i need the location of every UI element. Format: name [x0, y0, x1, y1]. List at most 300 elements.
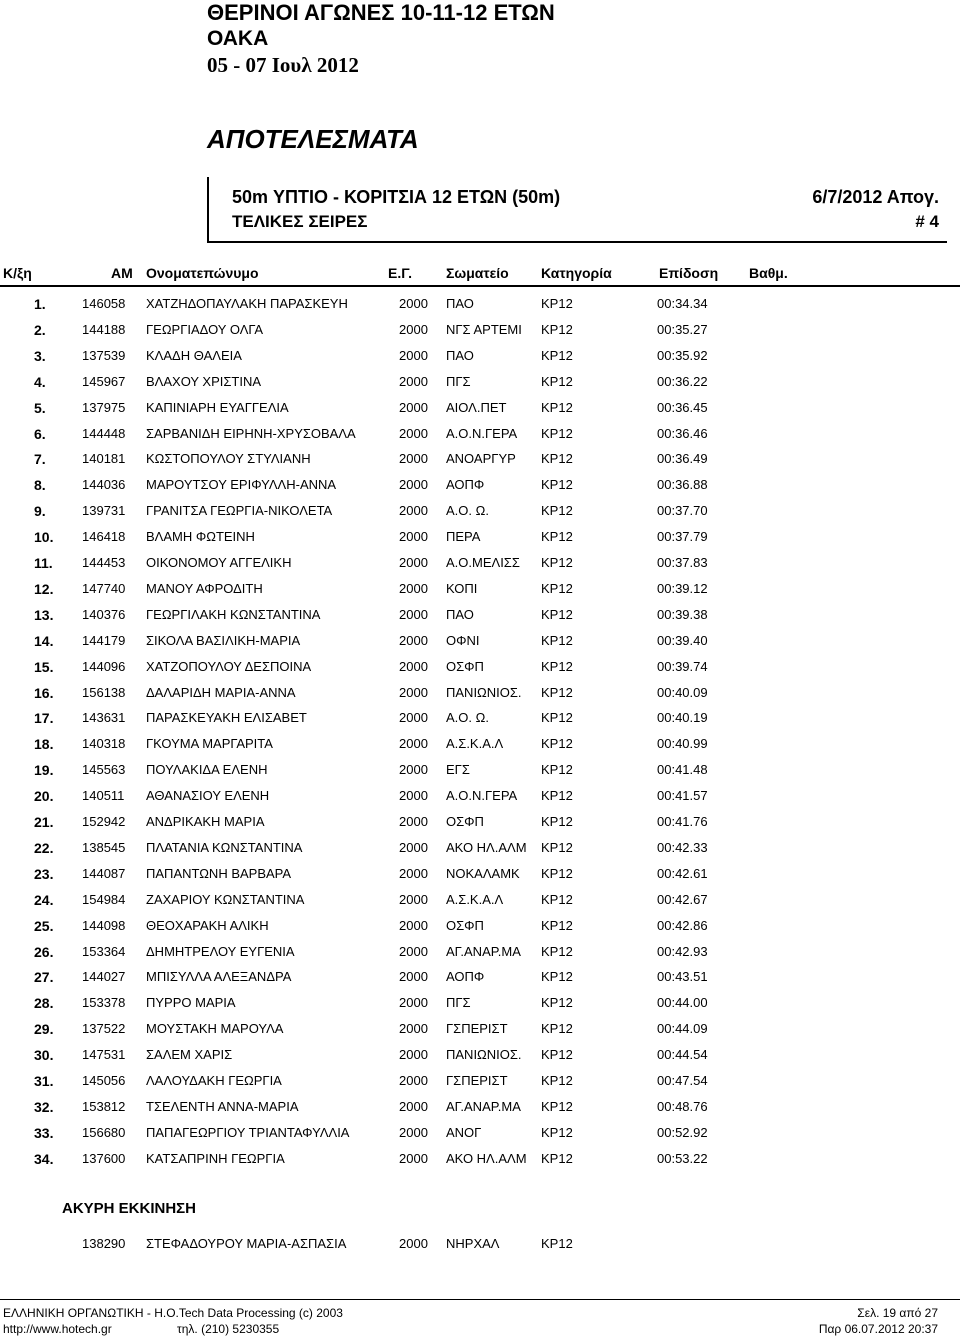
rank-cell: 6. — [34, 425, 46, 442]
club-cell: ΚΟΠΙ — [446, 580, 478, 596]
rank-cell: 31. — [34, 1073, 54, 1089]
name-cell: ΠΥΡΡΟ ΜΑΡΙΑ — [146, 995, 236, 1011]
am-cell: 144179 — [82, 632, 126, 648]
category-cell: ΚΡ12 — [541, 1124, 573, 1140]
name-cell: ΤΣΕΛΕΝΤΗ ΑΝΝΑ-ΜΑΡΙΑ — [146, 1098, 299, 1114]
table-row — [0, 322, 960, 348]
club-cell: ΓΣΠΕΡΙΣΤ — [446, 1021, 508, 1037]
rank-cell: 3. — [34, 347, 46, 364]
table-row — [0, 710, 960, 736]
category-cell: ΚΡ12 — [541, 943, 573, 959]
table-row — [0, 426, 960, 452]
am-cell: 140318 — [82, 736, 126, 752]
name-cell: ΔΑΛΑΡΙΔΗ ΜΑΡΙΑ-ΑΝΝΑ — [146, 684, 296, 700]
year-cell: 2000 — [399, 969, 428, 985]
rank-cell: 34. — [34, 1150, 54, 1167]
table-row — [0, 944, 960, 970]
time-cell: 00:44.00 — [657, 995, 708, 1011]
category-cell: ΚΡ12 — [541, 1073, 573, 1088]
club-cell: Α.Ο.Ν.ΓΕΡΑ — [446, 788, 518, 804]
club-cell: ΑΚΟ ΗΛ.ΑΛΜ — [446, 839, 527, 855]
rank-cell: 7. — [34, 451, 46, 468]
disqualified-title: ΑΚΥΡΗ ΕΚΚΙΝΗΣΗ — [62, 1200, 197, 1217]
category-cell: ΚΡ12 — [541, 1098, 573, 1114]
am-cell: 137600 — [82, 1150, 126, 1166]
am-cell: 147531 — [82, 1047, 126, 1063]
rank-cell: 4. — [34, 373, 46, 390]
time-cell: 00:43.51 — [657, 969, 708, 985]
rank-cell: 26. — [34, 943, 54, 960]
am-cell: 138290 — [82, 1236, 126, 1251]
am-cell: 144036 — [82, 477, 126, 493]
name-cell: ΖΑΧΑΡΙΟΥ ΚΩΝΣΤΑΝΤΙΝΑ — [146, 891, 305, 907]
am-cell: 137539 — [82, 347, 126, 363]
club-cell: ΝΗΡΧΑΛ — [446, 1236, 500, 1251]
rank-cell: 8. — [34, 477, 46, 494]
name-cell: ΣΤΕΦΑΔΟΥΡΟΥ ΜΑΡΙΑ-ΑΣΠΑΣΙΑ — [146, 1236, 347, 1251]
footer-phone: τηλ. (210) 5230355 — [177, 1322, 280, 1336]
results-title: ΑΠΟΤΕΛΕΣΜΑΤΑ — [207, 124, 419, 154]
header-rule — [0, 285, 960, 287]
year-cell: 2000 — [399, 373, 428, 389]
category-cell: ΚΡ12 — [541, 632, 573, 648]
rank-cell: 12. — [34, 580, 54, 597]
event-heat: # 4 — [915, 212, 939, 231]
am-cell: 145056 — [82, 1073, 126, 1088]
year-cell: 2000 — [399, 399, 428, 415]
year-cell: 2000 — [399, 1236, 428, 1251]
event-box — [207, 177, 947, 243]
competition-dates: 05 - 07 Ιουλ 2012 — [207, 53, 359, 77]
rank-cell: 27. — [34, 969, 54, 986]
year-cell: 2000 — [399, 710, 428, 726]
am-cell: 144448 — [82, 425, 126, 441]
year-cell: 2000 — [399, 788, 428, 804]
time-cell: 00:41.57 — [657, 788, 708, 804]
name-cell: ΚΛΑΔΗ ΘΑΛΕΙΑ — [146, 347, 242, 363]
table-row — [0, 529, 960, 555]
rank-cell: 33. — [34, 1124, 54, 1141]
name-cell: ΣΑΡΒΑΝΙΔΗ ΕΙΡΗΝΗ-ΧΡΥΣΟΒΑΛΑ — [146, 425, 356, 441]
am-cell: 153364 — [82, 943, 126, 959]
time-cell: 00:36.22 — [657, 373, 708, 389]
name-cell: ΑΝΔΡΙΚΑΚΗ ΜΑΡΙΑ — [146, 814, 265, 829]
time-cell: 00:40.99 — [657, 736, 708, 752]
rank-cell: 29. — [34, 1021, 54, 1038]
am-cell: 140376 — [82, 606, 126, 622]
table-row — [0, 788, 960, 814]
category-cell: ΚΡ12 — [541, 917, 573, 933]
club-cell: ΟΦΝΙ — [446, 632, 480, 648]
disqualified-row — [0, 1236, 960, 1262]
am-cell: 144087 — [82, 865, 126, 881]
table-row — [0, 581, 960, 607]
name-cell: ΠΟΥΛΑΚΙΔΑ ΕΛΕΝΗ — [146, 762, 268, 778]
club-cell: Α.Σ.Κ.Α.Λ — [446, 891, 504, 907]
category-cell: ΚΡ12 — [541, 710, 573, 726]
col-header-category: Κατηγορία — [541, 265, 612, 281]
am-cell: 144096 — [82, 658, 126, 674]
time-cell: 00:35.92 — [657, 347, 708, 363]
year-cell: 2000 — [399, 814, 428, 829]
club-cell: ΠΕΡΑ — [446, 529, 481, 545]
table-row — [0, 840, 960, 866]
category-cell: ΚΡ12 — [541, 425, 573, 441]
year-cell: 2000 — [399, 943, 428, 959]
am-cell: 144453 — [82, 555, 126, 570]
am-cell: 147740 — [82, 580, 126, 596]
time-cell: 00:53.22 — [657, 1150, 708, 1166]
category-cell: ΚΡ12 — [541, 296, 573, 311]
rank-cell: 28. — [34, 995, 54, 1012]
year-cell: 2000 — [399, 762, 428, 778]
club-cell: ΠΓΣ — [446, 995, 471, 1011]
name-cell: ΟΙΚΟΝΟΜΟΥ ΑΓΓΕΛΙΚΗ — [146, 555, 292, 570]
category-cell: ΚΡ12 — [541, 555, 573, 570]
table-row — [0, 296, 960, 322]
time-cell: 00:35.27 — [657, 321, 708, 337]
year-cell: 2000 — [399, 425, 428, 441]
footer-organizer: ΕΛΛΗΝΙΚΗ ΟΡΓΑΝΩΤΙΚΗ - Η.Ο.Tech Data Processing (c) 2003 — [3, 1306, 343, 1320]
table-row — [0, 685, 960, 711]
name-cell: ΚΩΣΤΟΠΟΥΛΟΥ ΣΤΥΛΙΑΝΗ — [146, 451, 311, 467]
time-cell: 00:44.54 — [657, 1047, 708, 1063]
name-cell: ΔΗΜΗΤΡΕΛΟΥ ΕΥΓΕΝΙΑ — [146, 943, 295, 959]
club-cell: ΑΚΟ ΗΛ.ΑΛΜ — [446, 1150, 527, 1166]
col-header-rank: Κ/ξη — [3, 265, 32, 281]
year-cell: 2000 — [399, 296, 428, 311]
time-cell: 00:37.79 — [657, 529, 708, 545]
table-row — [0, 451, 960, 477]
rank-cell: 14. — [34, 632, 54, 649]
footer-timestamp: Παρ 06.07.2012 20:37 — [818, 1322, 938, 1336]
time-cell: 00:42.61 — [657, 865, 708, 881]
year-cell: 2000 — [399, 580, 428, 596]
category-cell: ΚΡ12 — [541, 839, 573, 855]
name-cell: ΜΑΡΟΥΤΣΟΥ ΕΡΙΦΥΛΛΗ-ΑΝΝΑ — [146, 477, 337, 493]
category-cell: ΚΡ12 — [541, 995, 573, 1011]
table-row — [0, 1047, 960, 1073]
time-cell: 00:34.34 — [657, 296, 708, 311]
time-cell: 00:36.88 — [657, 477, 708, 493]
rank-cell: 9. — [34, 503, 46, 520]
year-cell: 2000 — [399, 736, 428, 752]
category-cell: ΚΡ12 — [541, 580, 573, 596]
name-cell: ΠΛΑΤΑΝΙΑ ΚΩΝΣΤΑΝΤΙΝΑ — [146, 839, 303, 855]
table-row — [0, 918, 960, 944]
year-cell: 2000 — [399, 917, 428, 933]
name-cell: ΜΑΝΟΥ ΑΦΡΟΔΙΤΗ — [146, 580, 263, 596]
time-cell: 00:41.76 — [657, 814, 708, 829]
time-cell: 00:48.76 — [657, 1098, 708, 1114]
table-row — [0, 1021, 960, 1047]
club-cell: Α.Ο. Ω. — [446, 710, 489, 726]
club-cell: ΠΑΟ — [446, 296, 474, 311]
club-cell: ΑΓ.ΑΝΑΡ.ΜΑ — [446, 943, 521, 959]
name-cell: ΧΑΤΖΟΠΟΥΛΟΥ ΔΕΣΠΟΙΝΑ — [146, 658, 312, 674]
name-cell: ΠΑΠΑΓΕΩΡΓΙΟΥ ΤΡΙΑΝΤΑΦΥΛΛΙΑ — [146, 1124, 350, 1140]
time-cell: 00:36.45 — [657, 399, 708, 415]
name-cell: ΚΑΠΙΝΙΑΡΗ ΕΥΑΓΓΕΛΙΑ — [146, 399, 289, 415]
year-cell: 2000 — [399, 477, 428, 493]
year-cell: 2000 — [399, 865, 428, 881]
col-header-am: ΑΜ — [111, 265, 133, 281]
rank-cell: 16. — [34, 684, 54, 701]
am-cell: 153812 — [82, 1098, 126, 1114]
category-cell: ΚΡ12 — [541, 1236, 573, 1251]
col-header-points: Βαθμ. — [749, 265, 788, 281]
am-cell: 145563 — [82, 762, 126, 778]
rank-cell: 24. — [34, 891, 54, 908]
time-cell: 00:36.49 — [657, 451, 708, 467]
name-cell: ΠΑΠΑΝΤΩΝΗ ΒΑΡΒΑΡΑ — [146, 865, 292, 881]
name-cell: ΓΚΟΥΜΑ ΜΑΡΓΑΡΙΤΑ — [146, 736, 273, 752]
time-cell: 00:40.19 — [657, 710, 708, 726]
club-cell: ΠΑΝΙΩΝΙΟΣ. — [446, 684, 522, 700]
club-cell: ΠΑΟ — [446, 606, 474, 622]
table-row — [0, 969, 960, 995]
am-cell: 140181 — [82, 451, 126, 467]
venue: ΟΑΚΑ — [207, 27, 269, 50]
am-cell: 153378 — [82, 995, 126, 1011]
am-cell: 156138 — [82, 684, 126, 700]
table-row — [0, 1151, 960, 1177]
rank-cell: 23. — [34, 865, 54, 882]
category-cell: ΚΡ12 — [541, 788, 573, 804]
rank-cell: 2. — [34, 321, 46, 338]
table-row — [0, 633, 960, 659]
year-cell: 2000 — [399, 1021, 428, 1037]
name-cell: ΘΕΟΧΑΡΑΚΗ ΑΛΙΚΗ — [146, 917, 269, 933]
year-cell: 2000 — [399, 1098, 428, 1114]
year-cell: 2000 — [399, 606, 428, 622]
am-cell: 144188 — [82, 321, 126, 337]
event-name: 50m ΥΠΤΙΟ - ΚΟΡΙΤΣΙΑ 12 ΕΤΩΝ (50m) — [232, 187, 561, 207]
rank-cell: 21. — [34, 814, 54, 830]
table-row — [0, 1099, 960, 1125]
name-cell: ΜΠΙΣΥΛΛΑ ΑΛΕΞΑΝΔΡΑ — [146, 969, 292, 985]
am-cell: 137522 — [82, 1021, 126, 1037]
category-cell: ΚΡ12 — [541, 347, 573, 363]
table-row — [0, 762, 960, 788]
rank-cell: 5. — [34, 399, 46, 416]
rank-cell: 25. — [34, 917, 54, 934]
time-cell: 00:37.70 — [657, 503, 708, 519]
year-cell: 2000 — [399, 1150, 428, 1166]
name-cell: ΓΡΑΝΙΤΣΑ ΓΕΩΡΓΙΑ-ΝΙΚΟΛΕΤΑ — [146, 503, 333, 519]
table-row — [0, 607, 960, 633]
time-cell: 00:36.46 — [657, 425, 708, 441]
col-header-time: Επίδοση — [659, 265, 719, 281]
time-cell: 00:44.09 — [657, 1021, 708, 1037]
table-row — [0, 736, 960, 762]
name-cell: ΣΑΛΕΜ ΧΑΡΙΣ — [146, 1047, 233, 1063]
table-row — [0, 477, 960, 503]
rank-cell: 22. — [34, 839, 54, 856]
am-cell: 156680 — [82, 1124, 126, 1140]
club-cell: ΠΑΝΙΩΝΙΟΣ. — [446, 1047, 522, 1063]
category-cell: ΚΡ12 — [541, 529, 573, 545]
rank-cell: 17. — [34, 710, 54, 727]
name-cell: ΓΕΩΡΓΙΛΑΚΗ ΚΩΝΣΤΑΝΤΙΝΑ — [146, 606, 321, 622]
table-row — [0, 1125, 960, 1151]
table-row — [0, 555, 960, 581]
time-cell: 00:39.12 — [657, 580, 708, 596]
time-cell: 00:42.67 — [657, 891, 708, 907]
rank-cell: 15. — [34, 658, 54, 675]
name-cell: ΑΘΑΝΑΣΙΟΥ ΕΛΕΝΗ — [146, 788, 270, 804]
rank-cell: 32. — [34, 1098, 54, 1115]
name-cell: ΛΑΛΟΥΔΑΚΗ ΓΕΩΡΓΙΑ — [146, 1073, 282, 1088]
am-cell: 144098 — [82, 917, 126, 933]
am-cell: 146418 — [82, 529, 126, 545]
time-cell: 00:47.54 — [657, 1073, 708, 1088]
table-row — [0, 659, 960, 685]
rank-cell: 30. — [34, 1047, 54, 1064]
year-cell: 2000 — [399, 1124, 428, 1140]
year-cell: 2000 — [399, 891, 428, 907]
name-cell: ΧΑΤΖΗΔΟΠΑΥΛΑΚΗ ΠΑΡΑΣΚΕΥΗ — [146, 296, 348, 311]
table-row — [0, 1073, 960, 1099]
club-cell: ΟΣΦΠ — [446, 814, 484, 829]
rank-cell: 20. — [34, 788, 54, 805]
rank-cell: 19. — [34, 762, 54, 779]
table-row — [0, 348, 960, 374]
am-cell: 154984 — [82, 891, 126, 907]
am-cell: 152942 — [82, 814, 126, 829]
table-row — [0, 814, 960, 840]
category-cell: ΚΡ12 — [541, 606, 573, 622]
category-cell: ΚΡ12 — [541, 814, 573, 829]
am-cell: 145967 — [82, 373, 126, 389]
category-cell: ΚΡ12 — [541, 477, 573, 493]
year-cell: 2000 — [399, 632, 428, 648]
am-cell: 138545 — [82, 839, 126, 855]
time-cell: 00:39.74 — [657, 658, 708, 674]
club-cell: ΟΣΦΠ — [446, 917, 484, 933]
competition-title: ΘΕΡΙΝΟΙ ΑΓΩΝΕΣ 10-11-12 ΕΤΩΝ — [207, 0, 555, 25]
club-cell: ΑΟΠΦ — [446, 477, 485, 493]
year-cell: 2000 — [399, 503, 428, 519]
category-cell: ΚΡ12 — [541, 762, 573, 778]
category-cell: ΚΡ12 — [541, 865, 573, 881]
rank-cell: 18. — [34, 736, 54, 753]
category-cell: ΚΡ12 — [541, 451, 573, 467]
am-cell: 144027 — [82, 969, 126, 985]
club-cell: ΝΓΣ ΑΡΤΕΜΙ — [446, 321, 522, 337]
name-cell: ΒΛΑΧΟΥ ΧΡΙΣΤΙΝΑ — [146, 373, 262, 389]
time-cell: 00:39.38 — [657, 606, 708, 622]
category-cell: ΚΡ12 — [541, 1150, 573, 1166]
am-cell: 143631 — [82, 710, 126, 726]
col-header-year: Ε.Γ. — [388, 265, 412, 281]
year-cell: 2000 — [399, 839, 428, 855]
col-header-name: Ονοματεπώνυμο — [146, 265, 259, 281]
club-cell: ΝΟΚΑΛΑΜΚ — [446, 865, 520, 881]
time-cell: 00:42.33 — [657, 839, 708, 855]
year-cell: 2000 — [399, 1047, 428, 1063]
time-cell: 00:40.09 — [657, 684, 708, 700]
am-cell: 140511 — [82, 788, 125, 804]
category-cell: ΚΡ12 — [541, 321, 573, 337]
category-cell: ΚΡ12 — [541, 503, 573, 519]
am-cell: 137975 — [82, 399, 126, 415]
year-cell: 2000 — [399, 555, 428, 570]
category-cell: ΚΡ12 — [541, 373, 573, 389]
time-cell: 00:42.86 — [657, 917, 708, 933]
club-cell: ΠΑΟ — [446, 347, 474, 363]
club-cell: ΕΓΣ — [446, 762, 470, 778]
club-cell: Α.Ο.Ν.ΓΕΡΑ — [446, 425, 518, 441]
club-cell: ΑΝΟΓ — [446, 1124, 482, 1140]
table-row — [0, 892, 960, 918]
footer-rule — [0, 1299, 960, 1300]
footer-page-number: Σελ. 19 από 27 — [857, 1306, 938, 1320]
rank-cell: 10. — [34, 529, 54, 546]
club-cell: ΑΟΠΦ — [446, 969, 485, 985]
category-cell: ΚΡ12 — [541, 399, 573, 415]
category-cell: ΚΡ12 — [541, 684, 573, 700]
category-cell: ΚΡ12 — [541, 736, 573, 752]
table-row — [0, 995, 960, 1021]
category-cell: ΚΡ12 — [541, 891, 573, 907]
time-cell: 00:52.92 — [657, 1124, 708, 1140]
time-cell: 00:41.48 — [657, 762, 708, 778]
footer-url[interactable]: http://www.hotech.gr — [3, 1322, 112, 1336]
name-cell: ΣΙΚΟΛΑ ΒΑΣΙΛΙΚΗ-ΜΑΡΙΑ — [146, 632, 301, 648]
rank-cell: 11. — [34, 555, 53, 571]
club-cell: ΠΓΣ — [446, 373, 471, 389]
club-cell: ΓΣΠΕΡΙΣΤ — [446, 1073, 508, 1088]
name-cell: ΠΑΡΑΣΚΕΥΑΚΗ ΕΛΙΣΑΒΕΤ — [146, 710, 307, 726]
club-cell: ΑΝΟΑΡΓΥΡ — [446, 451, 516, 467]
table-row — [0, 400, 960, 426]
table-row — [0, 866, 960, 892]
category-cell: ΚΡ12 — [541, 969, 573, 985]
col-header-club: Σωματείο — [446, 265, 509, 281]
category-cell: ΚΡ12 — [541, 658, 573, 674]
year-cell: 2000 — [399, 451, 428, 467]
year-cell: 2000 — [399, 1073, 428, 1088]
club-cell: Α.Ο. Ω. — [446, 503, 489, 519]
year-cell: 2000 — [399, 321, 428, 337]
name-cell: ΜΟΥΣΤΑΚΗ ΜΑΡΟΥΛΑ — [146, 1021, 284, 1037]
name-cell: ΓΕΩΡΓΙΑΔΟΥ ΟΛΓΑ — [146, 321, 264, 337]
event-date: 6/7/2012 Απογ. — [812, 187, 939, 207]
year-cell: 2000 — [399, 658, 428, 674]
year-cell: 2000 — [399, 347, 428, 363]
club-cell: ΑΙΟΛ.ΠΕΤ — [446, 399, 507, 415]
table-row — [0, 503, 960, 529]
table-row — [0, 374, 960, 400]
club-cell: ΟΣΦΠ — [446, 658, 484, 674]
club-cell: Α.Σ.Κ.Α.Λ — [446, 736, 504, 752]
rank-cell: 1. — [34, 296, 46, 312]
time-cell: 00:39.40 — [657, 632, 708, 648]
event-round: ΤΕΛΙΚΕΣ ΣΕΙΡΕΣ — [232, 212, 368, 231]
category-cell: ΚΡ12 — [541, 1021, 573, 1037]
time-cell: 00:37.83 — [657, 555, 708, 570]
name-cell: ΒΛΑΜΗ ΦΩΤΕΙΝΗ — [146, 529, 255, 545]
am-cell: 146058 — [82, 296, 126, 311]
name-cell: ΚΑΤΣΑΠΡΙΝΗ ΓΕΩΡΓΙΑ — [146, 1150, 285, 1166]
club-cell: Α.Ο.ΜΕΛΙΣΣ — [446, 555, 520, 570]
club-cell: ΑΓ.ΑΝΑΡ.ΜΑ — [446, 1098, 521, 1114]
category-cell: ΚΡ12 — [541, 1047, 573, 1063]
rank-cell: 13. — [34, 606, 54, 623]
time-cell: 00:42.93 — [657, 943, 708, 959]
year-cell: 2000 — [399, 529, 428, 545]
